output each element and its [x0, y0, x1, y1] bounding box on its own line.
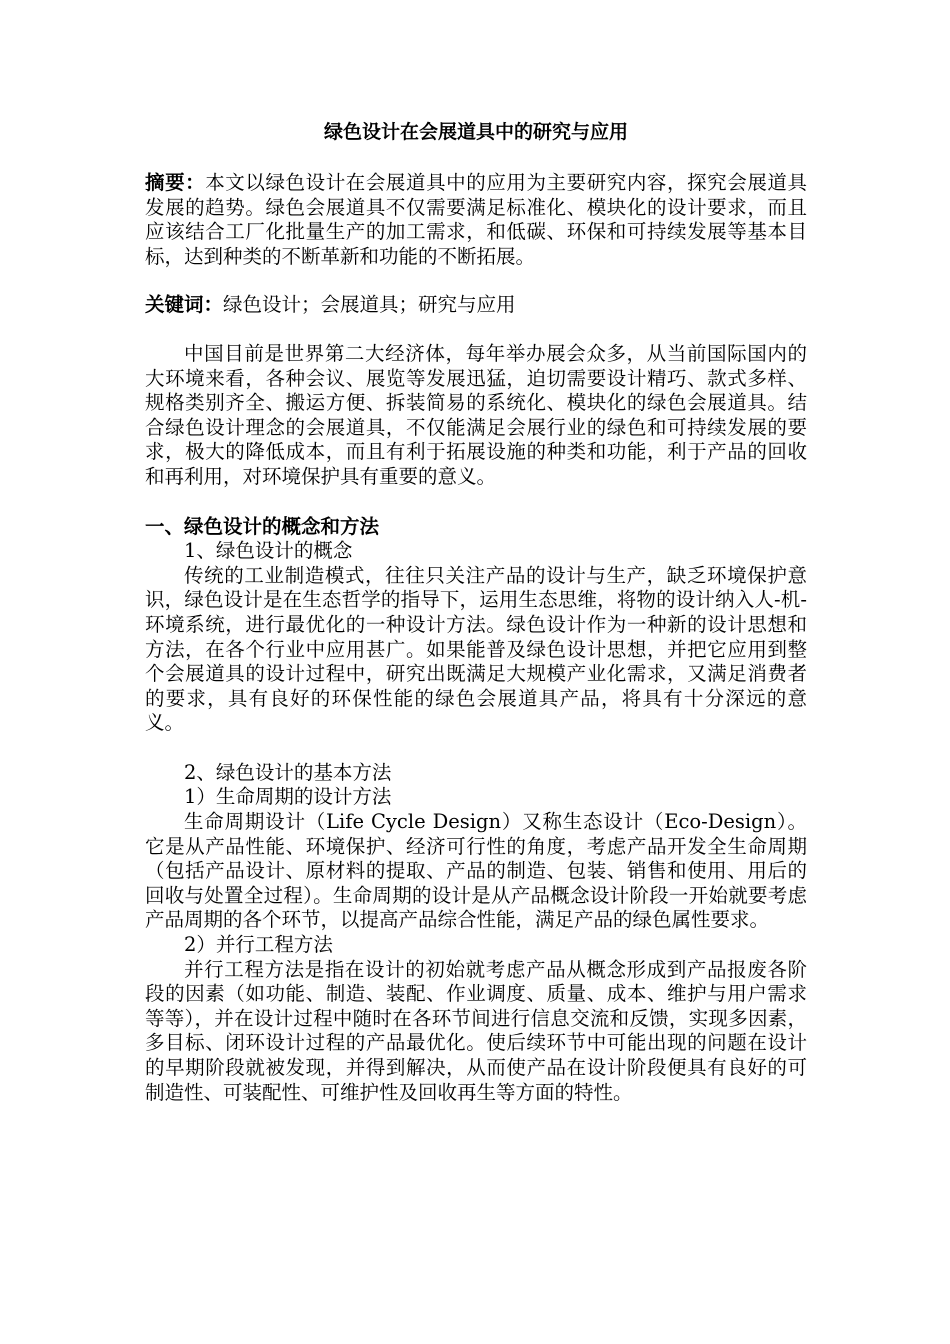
spacer [145, 318, 807, 342]
concept-paragraph: 传统的工业制造模式，往往只关注产品的设计与生产，缺乏环境保护意识，绿色设计是在生态哲学的指导下，运用生态思维，将物的设计纳入人-机-环境系统，进行最优化的一种设计方法。绿色设计作为一种新的设计思想和方法，在各个行业中应用甚广。如果能普及绿色设计思想，并把它应用到整个会展道具的设计过程中，研究出既满足大规模产业化需求，又满足消费者的要求，具有良好的环保性能的绿色会展道具产品，将具有十分深远的意义。 [145, 563, 807, 735]
keywords-label: 关键词： [145, 293, 224, 317]
method-heading: 2）并行工程方法 [184, 933, 333, 957]
method-heading: 1）生命周期的设计方法 [184, 785, 392, 809]
keywords-paragraph [145, 293, 807, 318]
subsection-heading: 2、绿色设计的基本方法 [184, 760, 392, 784]
abstract-label: 摘要： [145, 171, 206, 194]
spacer [145, 490, 807, 515]
abstract-text: 本文以绿色设计在会展道具中的应用为主要研究内容，探究会展道具发展的趋势。绿色会展道具不仅需要满足标准化、模块化的设计要求，而且应该结合工厂化批量生产的加工需求，和低碳、环保和可持续发展等基本目标，达到种类的不断革新和功能的不断拓展。 [145, 171, 807, 268]
document-title: 绿色设计在会展道具中的研究与应用 [323, 121, 628, 143]
lifecycle-paragraph: 生命周期设计（Life Cycle Design）又称生态设计（Eco-Design）。它是从产品性能、环境保护、经济可行性的角度，考虑产品开发全生命周期（包括产品设计、原材料的提取、产品的制造、包装、销售和使用、用后的回收与处置全过程）。生命周期的设计是从产品概念设计阶段一开始就要考虑产品周期的各个环节，以提高产品综合性能，满足产品的绿色属性要求。 [145, 810, 807, 932]
abstract-paragraph [145, 171, 807, 269]
section-heading: 一、绿色设计的概念和方法 [145, 514, 380, 538]
keywords-text: 绿色设计；会展道具；研究与应用 [223, 293, 516, 317]
concurrent-paragraph: 并行工程方法是指在设计的初始就考虑产品从概念形成到产品报废各阶段的因素（如功能、制造、装配、作业调度、质量、成本、维护与用户需求等等），并在设计过程中随时在各环节间进行信息交流和反馈，实现多因素，多目标、闭环设计过程的产品最优化。使后续环节中可能出现的问题在设计的早期阶段就被发现，并得到解决，从而使产品在设计阶段便具有良好的可制造性、可装配性、可维护性及回收再生等方面的特性。 [145, 957, 807, 1104]
spacer [145, 736, 807, 761]
document-page [145, 120, 807, 1105]
subsection-heading: 1、绿色设计的概念 [184, 539, 353, 563]
spacer [145, 269, 807, 293]
intro-paragraph: 中国目前是世界第二大经济体，每年举办展会众多，从当前国际国内的大环境来看，各种会议、展览等发展迅猛，迫切需要设计精巧、款式多样、规格类别齐全、搬运方便、拆装简易的系统化、模块化的绿色会展道具。结合绿色设计理念的会展道具，不仅能满足会展行业的绿色和可持续发展的要求，极大的降低成本，而且有利于拓展设施的种类和功能，利于产品的回收和再利用，对环境保护具有重要的意义。 [145, 341, 807, 488]
